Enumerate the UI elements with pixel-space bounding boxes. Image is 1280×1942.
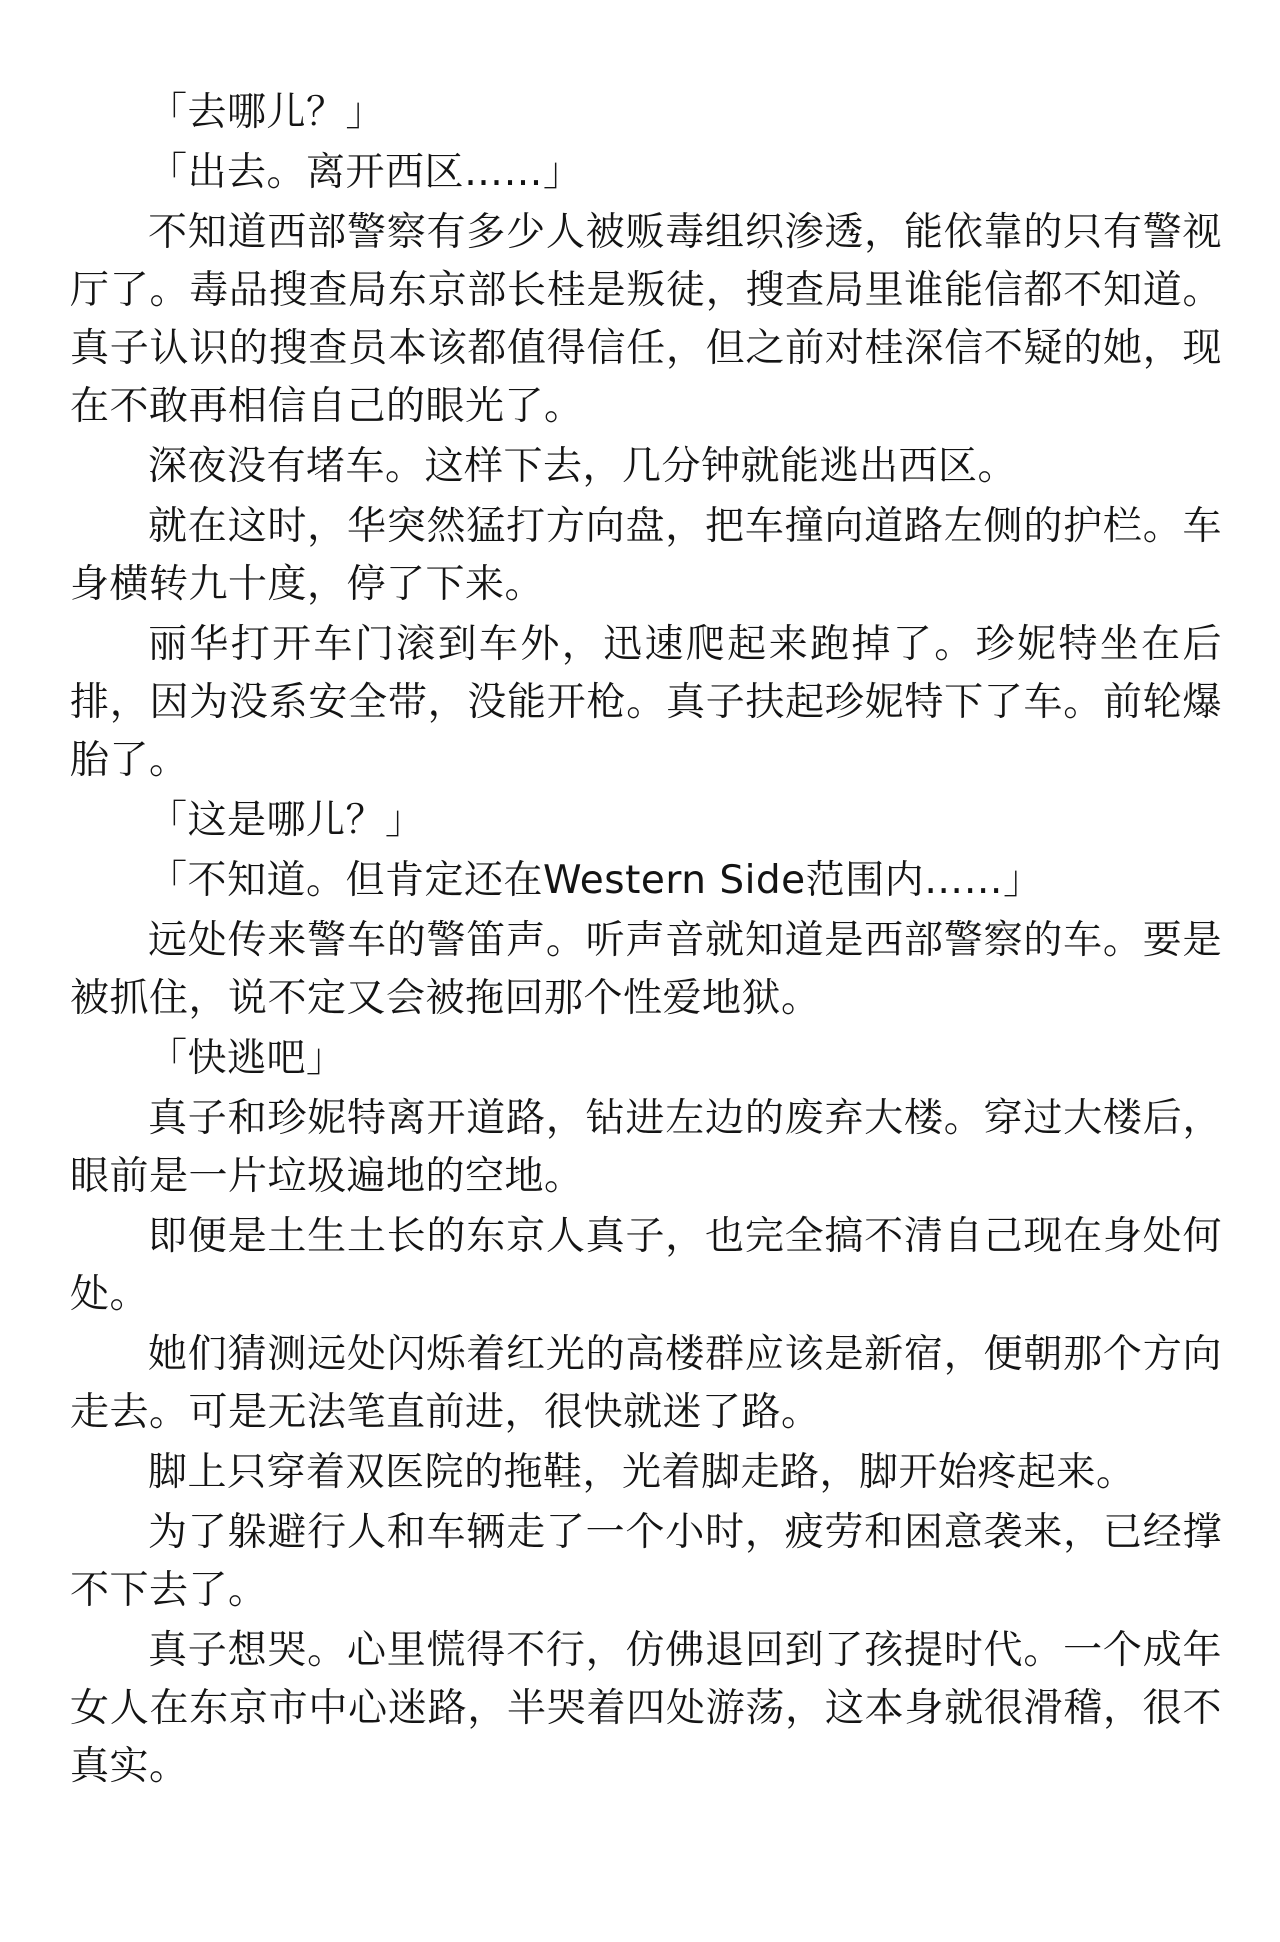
paragraph-16: 真子想哭。心里慌得不行，仿佛退回到了孩提时代。一个成年女人在东京市中心迷路，半哭着四处游荡，这本身就很滑稽，很不真实。 [70,1628,1222,1789]
document-page [70,84,1222,1798]
paragraph-15: 为了躲避行人和车辆走了一个小时，疲劳和困意袭来，已经撑不下去了。 [70,1510,1222,1613]
paragraph-2: 「出去。离开西区……」 [148,150,583,195]
paragraph-12: 即便是土生土长的东京人真子，也完全搞不清自己现在身处何处。 [70,1214,1222,1317]
paragraph-5: 就在这时，华突然猛打方向盘，把车撞向道路左侧的护栏。车身横转九十度，停了下来。 [70,504,1222,607]
paragraph-3: 不知道西部警察有多少人被贩毒组织渗透，能依靠的只有警视厅了。毒品搜查局东京部长桂是叛徒，搜查局里谁能信都不知道。真子认识的搜查员本该都值得信任，但之前对桂深信不疑的她，现在不敢再相信自己的眼光了。 [70,210,1222,429]
paragraph-8: 「不知道。但肯定还在Western Side范围内……」 [148,858,1043,903]
paragraph-1: 「去哪儿？」 [148,90,386,135]
paragraph-6: 丽华打开车门滚到车外，迅速爬起来跑掉了。珍妮特坐在后排，因为没系安全带，没能开枪。真子扶起珍妮特下了车。前轮爆胎了。 [70,622,1222,783]
paragraph-13: 她们猜测远处闪烁着红光的高楼群应该是新宿，便朝那个方向走去。可是无法笔直前进，很快就迷了路。 [70,1332,1222,1435]
paragraph-10: 「快逃吧」 [148,1036,346,1081]
paragraph-11: 真子和珍妮特离开道路，钻进左边的废弃大楼。穿过大楼后，眼前是一片垃圾遍地的空地。 [70,1096,1222,1199]
paragraph-14: 脚上只穿着双医院的拖鞋，光着脚走路，脚开始疼起来。 [148,1450,1136,1495]
paragraph-4: 深夜没有堵车。这样下去，几分钟就能逃出西区。 [148,444,1018,489]
paragraph-9: 远处传来警车的警笛声。听声音就知道是西部警察的车。要是被抓住，说不定又会被拖回那个性爱地狱。 [70,918,1222,1021]
paragraph-7: 「这是哪儿？」 [148,798,425,843]
